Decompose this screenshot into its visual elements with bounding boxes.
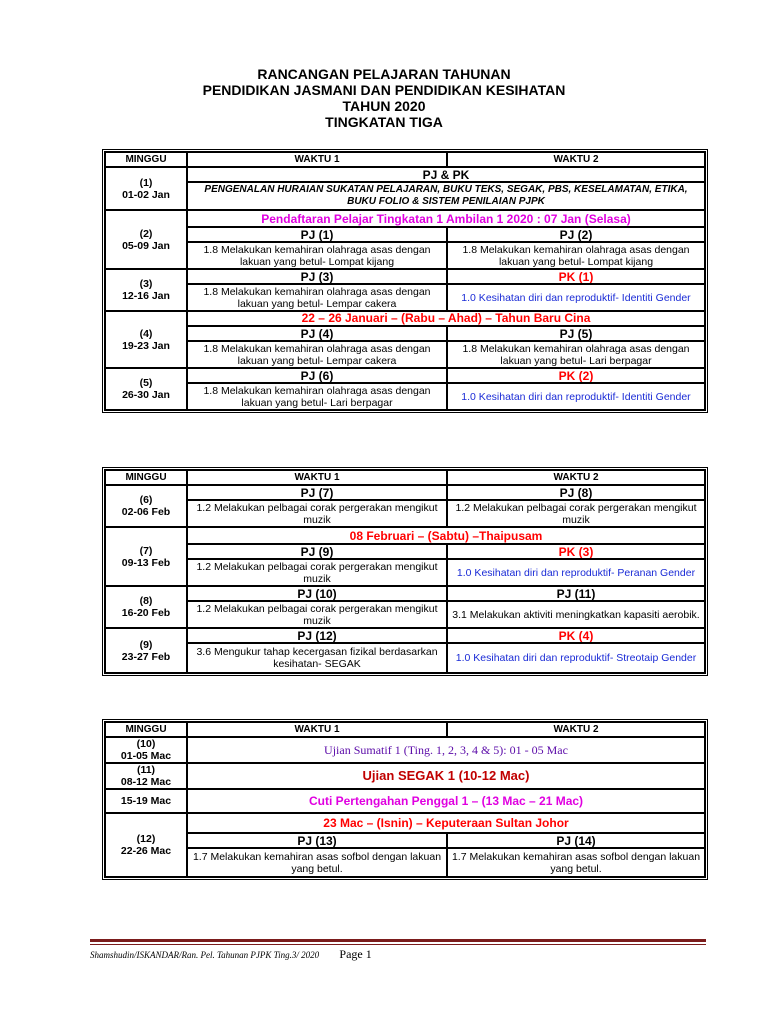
lesson-description: 1.2 Melakukan pelbagai corak pergerakan mengikut muzik (447, 500, 705, 527)
week-date: 08-12 Mac (120, 776, 172, 788)
heading-line-3: TAHUN 2020 (342, 98, 426, 114)
col-header-waktu-1: WAKTU 1 (187, 470, 447, 485)
footer-divider (90, 939, 706, 942)
holiday-notice: 08 Februari – (Sabtu) –Thaipusam (187, 527, 705, 544)
lesson-code: PJ (10) (187, 586, 447, 601)
lesson-description: 1.8 Melakukan kemahiran olahraga asas dengan lakuan yang betul- Lempar cakera (187, 284, 447, 311)
week-cell (105, 813, 187, 877)
lesson-code: PJ (12) (187, 628, 447, 643)
schedule-table-february (102, 467, 708, 676)
col-header-waktu-1: WAKTU 1 (187, 722, 447, 737)
week-number: (9) (139, 638, 153, 651)
col-header-waktu-1: WAKTU 1 (187, 152, 447, 167)
lesson-code: PJ (5) (447, 326, 705, 341)
week-number: (5) (139, 377, 153, 389)
footer-divider-thin (90, 944, 706, 945)
lesson-description: 3.1 Melakukan aktiviti meningkatkan kapasiti aerobik. (447, 601, 705, 628)
week-date: 01-05 Mac (120, 750, 172, 762)
heading-line-2: PENDIDIKAN JASMANI DAN PENDIDIKAN KESIHATAN (202, 82, 566, 98)
week-cell (105, 789, 187, 813)
week-number: (10) (136, 738, 156, 750)
week-date: 22-26 Mac (120, 845, 172, 857)
page-number: Page 1 (339, 947, 372, 961)
holiday-notice: Pendaftaran Pelajar Tingkatan 1 Ambilan 1 2020 : 07 Jan (Selasa) (187, 210, 705, 227)
lesson-description: 1.7 Melakukan kemahiran asas sofbol dengan lakuan yang betul. (447, 848, 705, 877)
lesson-description: 1.8 Melakukan kemahiran olahraga asas dengan lakuan yang betul- Lompat kijang (447, 242, 705, 269)
week-cell (105, 763, 187, 789)
page-footer (90, 947, 372, 962)
document-heading (0, 66, 768, 130)
week-date: 05-09 Jan (122, 239, 170, 252)
lesson-description: 1.0 Kesihatan diri dan reproduktif- Identiti Gender (447, 284, 705, 311)
exam-notice: Ujian Sumatif 1 (Ting. 1, 2, 3, 4 & 5): 01 - 05 Mac (187, 737, 705, 763)
col-header-week: MINGGU (105, 152, 187, 167)
heading-line-1: RANCANGAN PELAJARAN TAHUNAN (257, 66, 511, 82)
lesson-code: PJ (1) (187, 227, 447, 242)
lesson-code: PK (2) (447, 368, 705, 383)
week-date: 09-13 Feb (121, 556, 171, 569)
lesson-description: 1.8 Melakukan kemahiran olahraga asas dengan lakuan yang betul- Lari berpagar (187, 383, 447, 410)
lesson-description: 1.8 Melakukan kemahiran olahraga asas dengan lakuan yang betul- Lompat kijang (187, 242, 447, 269)
col-header-week: MINGGU (105, 722, 187, 737)
holiday-notice: 23 Mac – (Isnin) – Keputeraan Sultan Johor (187, 813, 705, 833)
lesson-description: PENGENALAN HURAIAN SUKATAN PELAJARAN, BUKU TEKS, SEGAK, PBS, KESELAMATAN, ETIKA, BUKU FOLIO & SISTEM PENILAIAN PJPK (187, 182, 705, 210)
lesson-code: PK (3) (447, 544, 705, 559)
week-cell (105, 586, 187, 628)
week-number: (12) (136, 833, 156, 845)
lesson-code: PJ (7) (187, 485, 447, 500)
week-number: (7) (139, 544, 153, 557)
week-number: (11) (136, 764, 156, 776)
lesson-description: 3.6 Mengukur tahap kecergasan fizikal berdasarkan kesihatan- SEGAK (187, 643, 447, 673)
lesson-description: 1.8 Melakukan kemahiran olahraga asas dengan lakuan yang betul- Lari berpagar (447, 341, 705, 368)
week-number: (4) (139, 327, 153, 340)
week-cell (105, 485, 187, 527)
lesson-code: PJ (2) (447, 227, 705, 242)
col-header-week: MINGGU (105, 470, 187, 485)
lesson-description: 1.8 Melakukan kemahiran olahraga asas dengan lakuan yang betul- Lempar cakera (187, 341, 447, 368)
lesson-description: 1.2 Melakukan pelbagai corak pergerakan mengikut muzik (187, 500, 447, 527)
lesson-code: PJ (4) (187, 326, 447, 341)
week-cell (105, 311, 187, 368)
lesson-code: PJ (11) (447, 586, 705, 601)
lesson-description: 1.0 Kesihatan diri dan reproduktif- Streotaip Gender (447, 643, 705, 673)
week-cell (105, 368, 187, 410)
week-number: (3) (139, 278, 153, 290)
week-cell (105, 269, 187, 311)
week-date: 01-02 Jan (122, 188, 170, 201)
week-date: 02-06 Feb (121, 506, 171, 518)
week-cell (105, 210, 187, 269)
week-date: 16-20 Feb (121, 607, 171, 619)
lesson-description: 1.2 Melakukan pelbagai corak pergerakan mengikut muzik (187, 559, 447, 586)
week-number: (8) (139, 595, 153, 607)
week-date: 12-16 Jan (122, 290, 170, 302)
footer-author: Shamshudin/ISKANDAR/Ran. Pel. Tahunan PJPK Ting.3/ 2020 (90, 950, 320, 960)
lesson-code: PJ (13) (187, 833, 447, 848)
lesson-description: 1.0 Kesihatan diri dan reproduktif- Peranan Gender (447, 559, 705, 586)
week-number: (2) (139, 227, 153, 240)
week-date: 26-30 Jan (122, 389, 170, 401)
week-cell (105, 737, 187, 763)
schedule-table-march (102, 719, 708, 880)
heading-line-4: TINGKATAN TIGA (325, 114, 443, 130)
week-cell (105, 167, 187, 210)
week-number: (6) (139, 494, 153, 506)
lesson-description: 1.0 Kesihatan diri dan reproduktif- Identiti Gender (447, 383, 705, 410)
col-header-waktu-2: WAKTU 2 (447, 470, 705, 485)
lesson-description: 1.2 Melakukan pelbagai corak pergerakan mengikut muzik (187, 601, 447, 628)
col-header-waktu-2: WAKTU 2 (447, 152, 705, 167)
lesson-code: PJ (9) (187, 544, 447, 559)
lesson-description: 1.7 Melakukan kemahiran asas sofbol dengan lakuan yang betul. (187, 848, 447, 877)
lesson-code: PJ (6) (187, 368, 447, 383)
schedule-table-january (102, 149, 708, 413)
week-cell (105, 628, 187, 673)
week-date: 15-19 Mac (120, 795, 172, 807)
lesson-title: PJ & PK (187, 167, 705, 182)
lesson-code: PK (4) (447, 628, 705, 643)
lesson-code: PJ (3) (187, 269, 447, 284)
week-cell (105, 527, 187, 586)
week-date: 23-27 Feb (121, 650, 171, 663)
lesson-code: PK (1) (447, 269, 705, 284)
week-number: (1) (139, 176, 153, 189)
holiday-notice: 22 – 26 Januari – (Rabu – Ahad) – Tahun Baru Cina (187, 311, 705, 326)
lesson-code: PJ (8) (447, 485, 705, 500)
col-header-waktu-2: WAKTU 2 (447, 722, 705, 737)
exam-notice: Ujian SEGAK 1 (10-12 Mac) (187, 763, 705, 789)
lesson-code: PJ (14) (447, 833, 705, 848)
holiday-notice: Cuti Pertengahan Penggal 1 – (13 Mac – 21 Mac) (187, 789, 705, 813)
week-date: 19-23 Jan (122, 339, 170, 352)
